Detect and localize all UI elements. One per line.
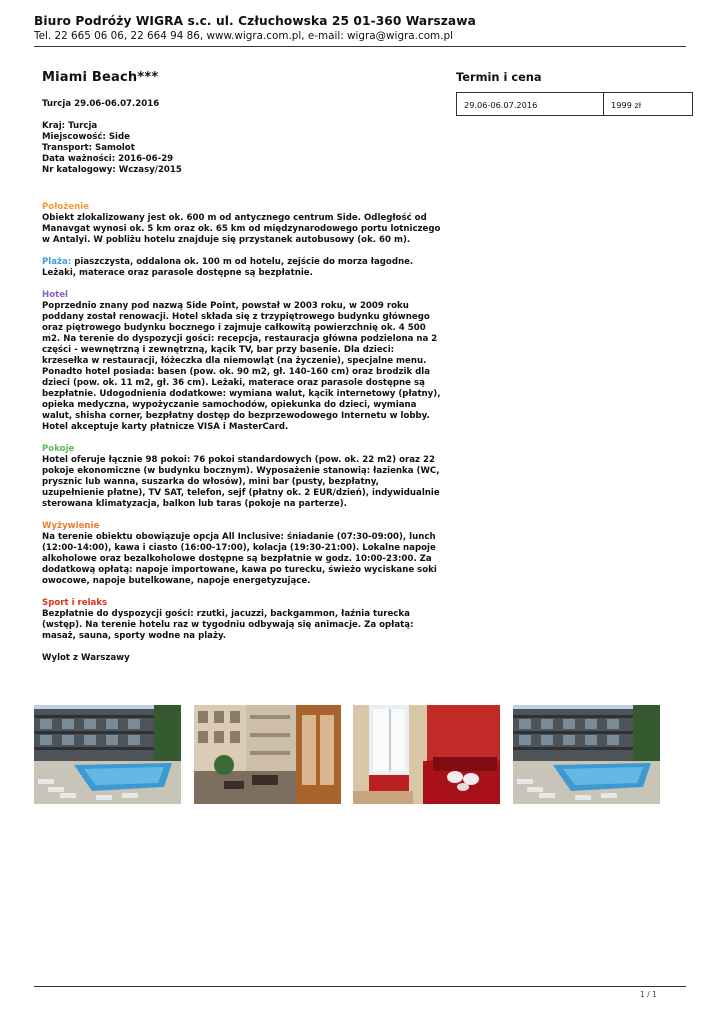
price-term: 29.06-06.07.2016	[457, 93, 604, 115]
section-location-text: Obiekt zlokalizowany jest ok. 600 m od antycznego centrum Side. Odległość od Manavgat wynosi ok. 5 km oraz ok. 65 km od międzynarodowego portu lotniczego w Antalyi. W pobliżu hotelu znajduje się przystanek autobusowy (ok. 60 m).	[42, 213, 441, 245]
section-hotel	[42, 290, 442, 433]
section-rooms	[42, 444, 442, 510]
header-divider	[34, 46, 686, 47]
meta-transport: Transport: Samolot	[42, 143, 135, 153]
hotel-photo-pool-2[interactable]	[513, 705, 660, 804]
offer-title: Miami Beach***	[42, 70, 159, 85]
section-sport-text: Bezpłatnie do dyspozycji gości: rzutki, jacuzzi, backgammon, łaźnia turecka (wstęp). Na terenie hotelu raz w tygodniu odbywają się animacje. Za opłatą: masaż, sauna, sporty wodne na plaży.	[42, 609, 414, 641]
price-value: 1999 zł	[611, 100, 642, 110]
pricing-title: Termin i cena	[456, 70, 542, 84]
meta-validity: Data ważności: 2016-06-29	[42, 154, 174, 164]
section-food	[42, 521, 442, 587]
footer-divider	[34, 986, 686, 987]
section-beach-text: piaszczysta, oddalona ok. 100 m od hotelu, zejście do morza łagodne. Leżaki, materace oraz parasole dostępne są bezpłatnie.	[42, 257, 414, 278]
meta-city: Miejscowość: Side	[42, 132, 130, 142]
section-location	[42, 202, 442, 246]
offer-meta	[42, 121, 442, 176]
hotel-photo-pool[interactable]	[34, 705, 181, 804]
offer-description	[42, 70, 442, 664]
section-sport	[42, 598, 442, 642]
page-header	[34, 14, 694, 42]
departure-info: Wylot z Warszawy	[42, 653, 130, 663]
section-food-heading: Wyżywienie	[42, 521, 100, 531]
section-sport-heading: Sport i relaks	[42, 598, 108, 608]
section-rooms-text: Hotel oferuje łącznie 98 pokoi: 76 pokoi standardowych (pow. ok. 22 m2) oraz 22 pokoje ekonomiczne (w budynku bocznym). Wyposażenie stanowią: łazienka (WC, prysznic lub wanna, suszarka do włosów), mini bar (pusty, bezpłatny, uzupełnienie płatne), TV SAT, telefon, sejf (płatny ok. 2 EUR/dzień), indywidualnie sterowana klimatyzacja, balkon lub taras (pokoje na parterze).	[42, 455, 440, 509]
hotel-photo-courtyard[interactable]	[194, 705, 341, 804]
offer-subtitle: Turcja 29.06-06.07.2016	[42, 99, 160, 109]
price-row	[456, 92, 693, 116]
hotel-photo-room[interactable]	[353, 705, 500, 804]
section-food-text: Na terenie obiektu obowiązuje opcja All Inclusive: śniadanie (07:30-09:00), lunch (12:00-14:00), kawa i ciasto (16:00-17:00), kolacja (19:30-21:00). Lokalne napoje alkoholowe oraz bezalkoholowe dostępne są bezpłatnie w godz. 10:00-23:00. Za dodatkową opłatą: napoje importowane, kawa po turecku, świeżo wyciskane soki owocowe, napoje butelkowane, napoje energetyzujące.	[42, 532, 437, 586]
section-hotel-heading: Hotel	[42, 290, 68, 300]
company-contact: Tel. 22 665 06 06, 22 664 94 86, www.wigra.com.pl, e-mail: wigra@wigra.com.pl	[34, 30, 453, 42]
meta-catalog-number: Nr katalogowy: Wczasy/2015	[42, 165, 182, 175]
company-name: Biuro Podróży WIGRA s.c. ul. Człuchowska 25 01-360 Warszawa	[34, 14, 476, 28]
meta-country: Kraj: Turcja	[42, 121, 98, 131]
page-number: 1 / 1	[640, 990, 657, 999]
pricing-panel	[456, 70, 694, 110]
section-rooms-heading: Pokoje	[42, 444, 75, 454]
section-beach	[42, 257, 442, 279]
photo-gallery	[0, 705, 725, 804]
section-hotel-text: Poprzednio znany pod nazwą Side Point, powstał w 2003 roku, w 2009 roku poddany został renowacji. Hotel składa się z trzypiętrowego budynku głównego oraz piętrowego budynku bocznego i zajmuje całkowitą powierzchnię ok. 4 500 m2. Na terenie do dyspozycji gości: recepcja, restauracja główna podzielona na 2 części - wewnętrzną i zewnętrzną, kącik TV, bar przy basenie. Dla dzieci: krzesełka w restauracji, łóżeczka dla niemowląt (na życzenie), specjalne menu. Ponadto hotel posiada: basen (pow. ok. 90 m2, gł. 140-160 cm) oraz brodzik dla dzieci (pow. ok. 11 m2, gł. 36 cm). Leżaki, materace oraz parasole dostępne są bezpłatnie. Udogodnienia dodatkowe: wymiana walut, kącik internetowy (płatny), opieka medyczna, wypożyczanie samochodów, opiekunka do dzieci, wymiana walut, shisha corner, bezpłatny dostęp do bezprzewodowego Internetu w lobby. Hotel akceptuje karty płatnicze VISA i MasterCard.	[42, 301, 441, 432]
section-location-heading: Położenie	[42, 202, 90, 212]
section-beach-heading: Plaża:	[42, 257, 72, 267]
